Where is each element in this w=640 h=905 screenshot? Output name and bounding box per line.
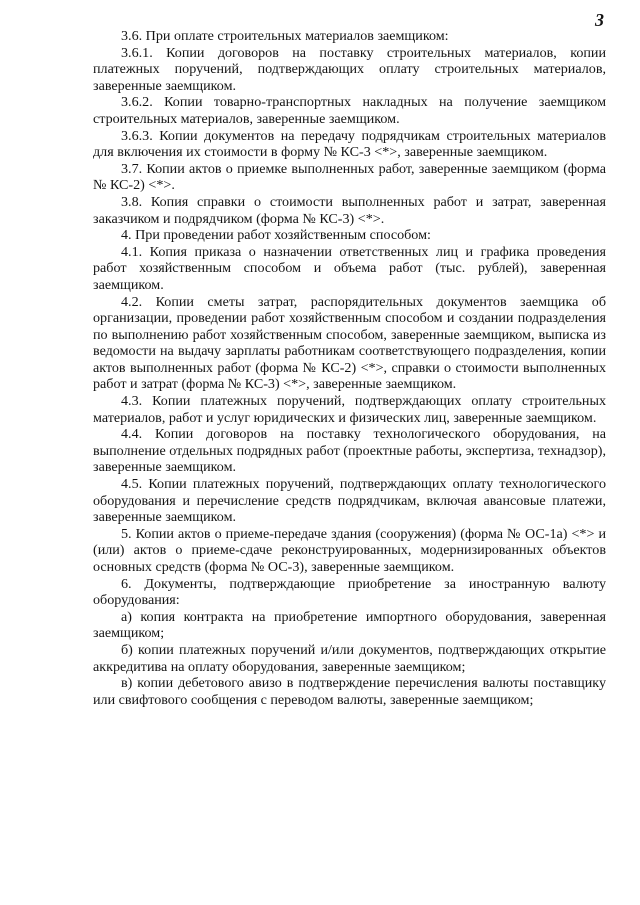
- paragraph-6: 6. Документы, подтверждающие приобретение за иностранную валюту оборудования:: [93, 575, 606, 609]
- paragraph-4-2: 4.2. Копии сметы затрат, распорядительных документов заемщика об организации, проведении работ хозяйственным способом и создании подразделения по выполнению работ хозяйственным способом, заверенные заемщиком, выписка из ведомости на выдачу зарплаты работникам соответствующего подразделения, копии актов выполненных работ (форма № КС-2) <*>, справки о стоимости выполненных работ и затрат (форма № КС-3) <*>, заверенные заемщиком.: [93, 293, 606, 393]
- paragraph-4-4: 4.4. Копии договоров на поставку технологического оборудования, на выполнение отдельных подрядных работ (проектные работы, экспертиза, технадзор), заверенные заемщиком.: [93, 426, 606, 476]
- paragraph-4-5: 4.5. Копии платежных поручений, подтверждающих оплату технологического оборудования и перечисление средств подрядчикам, включая авансовые платежи, заверенные заемщиком.: [93, 476, 606, 526]
- paragraph-3-7: 3.7. Копии актов о приемке выполненных работ, заверенные заемщиком (форма № КС-2) <*>.: [93, 160, 606, 194]
- paragraph-3-6-3: 3.6.3. Копии документов на передачу подрядчикам строительных материалов для включения их стоимости в форму № КС-3 <*>, заверенные заемщиком.: [93, 127, 606, 161]
- paragraph-5: 5. Копии актов о приеме-передаче здания (сооружения) (форма № ОС-1а) <*> и (или) актов о приеме-сдаче реконструированных, модернизированных объектов основных средств (форма № ОС-3), заверенные заемщиком.: [93, 525, 606, 575]
- page-number: 3: [595, 10, 604, 30]
- paragraph-6-v: в) копии дебетового авизо в подтверждение перечисления валюты поставщику или свифтового сообщения с переводом валюты, заверенные заемщиком;: [93, 675, 606, 708]
- paragraph-4: 4. При проведении работ хозяйственным способом:: [121, 227, 431, 244]
- paragraph-3-6-2: 3.6.2. Копии товарно-транспортных накладных на получение заемщиком строительных материалов, заверенные заемщиком.: [93, 94, 606, 127]
- paragraph-6-b: б) копии платежных поручений и/или документов, подтверждающих открытие аккредитива на оплату оборудования, заверенные заемщиком;: [93, 641, 606, 675]
- paragraph-3-6-1: 3.6.1. Копии договоров на поставку строительных материалов, копии платежных поручений, подтверждающих оплату строительных материалов, заверенные заемщиком.: [93, 44, 606, 94]
- paragraph-6-a: а) копия контракта на приобретение импортного оборудования, заверенная заемщиком;: [93, 608, 606, 642]
- paragraph-4-3: 4.3. Копии платежных поручений, подтверждающих оплату строительных материалов, работ и услуг юридических и физических лиц, заверенные заемщиком.: [93, 393, 606, 426]
- paragraph-4-1: 4.1. Копия приказа о назначении ответственных лиц и графика проведения работ хозяйственным способом и объема работ (тыс. рублей), заверенная заемщиком.: [93, 243, 606, 293]
- paragraph-3-8: 3.8. Копия справки о стоимости выполненных работ и затрат, заверенная заказчиком и подрядчиком (форма № КС-3) <*>.: [93, 193, 606, 227]
- paragraph-3-6: 3.6. При оплате строительных материалов заемщиком:: [121, 28, 449, 44]
- document-body: [93, 28, 606, 708]
